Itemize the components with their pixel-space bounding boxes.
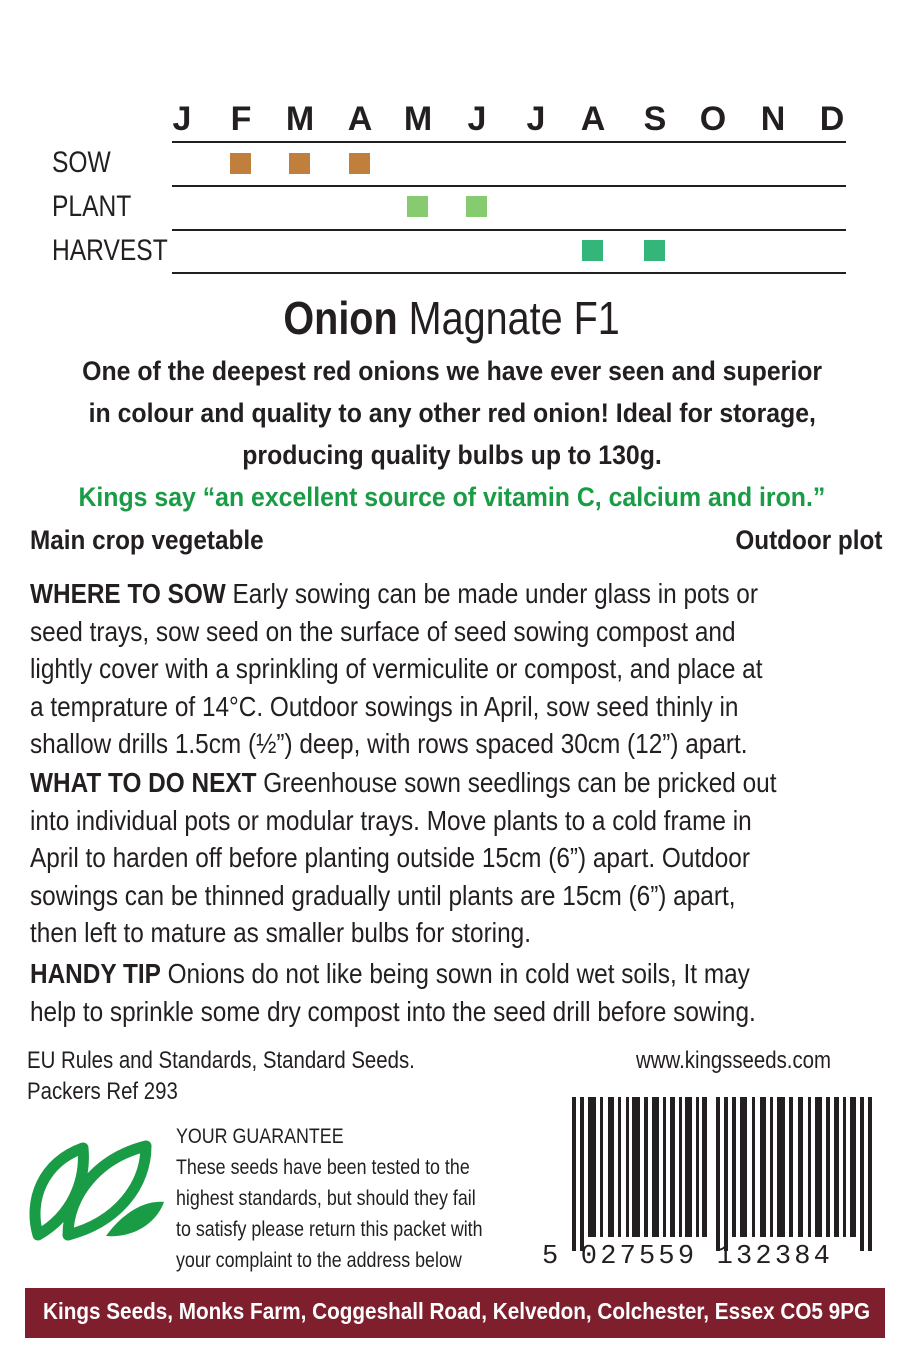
calendar-rule [172, 229, 846, 231]
plant-month-marker [466, 196, 487, 217]
month-feb: F [230, 100, 252, 138]
harvest-month-marker [582, 240, 603, 261]
what-to-do-next-heading: WHAT TO DO NEXT [30, 767, 257, 798]
month-apr: A [347, 100, 373, 138]
packers-ref: Packers Ref 293 [27, 1078, 178, 1105]
intro-line-1: One of the deepest red onions we have ever seen and superior [82, 356, 822, 386]
product-name: Onion [283, 292, 399, 344]
month-jul: J [526, 100, 546, 138]
row-label-sow: SOW [52, 146, 111, 179]
product-title [0, 291, 904, 345]
where-to-sow-section: WHERE TO SOW Early sowing can be made under glass in pots or seed trays, sow seed on the surface of seed sowing compost and lightly cover with a sprinkling of vermiculite or compost, and place at a temprature of 14°C. Outdoor sowings in April, sow seed thinly in shallow drills 1.5cm (½”) deep, with rows spaced 30cm (12”) apart. [30, 578, 763, 760]
website-link[interactable]: www.kingsseeds.com [636, 1047, 832, 1074]
legal-standards: EU Rules and Standards, Standard Seeds. [27, 1047, 415, 1074]
handy-tip-section: HANDY TIP Onions do not like being sown in cold wet soils, It may help to sprinkle some dry compost into the seed drill before sowing. [30, 958, 756, 1027]
harvest-month-marker [644, 240, 665, 261]
month-aug: A [580, 100, 606, 138]
calendar-rule [172, 272, 846, 274]
month-mar: M [285, 100, 315, 138]
kings-leaf-logo-icon [28, 1140, 168, 1242]
product-variety: Magnate F1 [398, 292, 621, 344]
month-header [0, 100, 904, 140]
calendar-rule [172, 185, 846, 187]
intro-line-3: producing quality bulbs up to 130g. [242, 440, 662, 470]
plant-month-marker [407, 196, 428, 217]
barcode-number: 5 027559 132384 [542, 1242, 834, 1272]
handy-tip-heading: HANDY TIP [30, 958, 161, 989]
intro-line-2: in colour and quality to any other red onion! Ideal for storage, [88, 398, 816, 428]
guarantee-title: YOUR GUARANTEE [176, 1125, 344, 1148]
calendar-rule [172, 141, 846, 143]
sow-month-marker [289, 153, 310, 174]
where-to-sow-heading: WHERE TO SOW [30, 578, 226, 609]
crop-type: Main crop vegetable [30, 525, 264, 555]
row-label-harvest: HARVEST [52, 234, 168, 267]
guarantee-block: YOUR GUARANTEE These seeds have been tested to the highest standards, but should they fail to satisfy please return this packet with your complaint to the address below [176, 1121, 483, 1276]
kings-quote: Kings say “an excellent source of vitamin C, calcium and iron.” [78, 482, 826, 512]
month-jan: J [172, 100, 192, 138]
row-label-plant: PLANT [52, 190, 132, 223]
month-sep: S [643, 100, 667, 138]
what-to-do-next-section: WHAT TO DO NEXT Greenhouse sown seedlings can be pricked out into individual pots or modular trays. Move plants to a cold frame in April to harden off before planting outside 15cm (6”) apart. Outdoor sowings can be thinned gradually until plants are 15cm (6”) apart, then left to mature as smaller bulbs for storing. [30, 767, 777, 949]
barcode-icon [572, 1097, 872, 1251]
growing-location: Outdoor plot [734, 525, 882, 555]
month-dec: D [819, 100, 845, 138]
sow-month-marker [349, 153, 370, 174]
month-nov: N [760, 100, 786, 138]
month-jun: J [467, 100, 487, 138]
sow-month-marker [230, 153, 251, 174]
month-may: M [403, 100, 433, 138]
footer-address: Kings Seeds, Monks Farm, Coggeshall Road, Kelvedon, Colchester, Essex CO5 9PG [43, 1298, 871, 1324]
footer-address-bar [25, 1288, 885, 1338]
month-oct: O [699, 100, 727, 138]
